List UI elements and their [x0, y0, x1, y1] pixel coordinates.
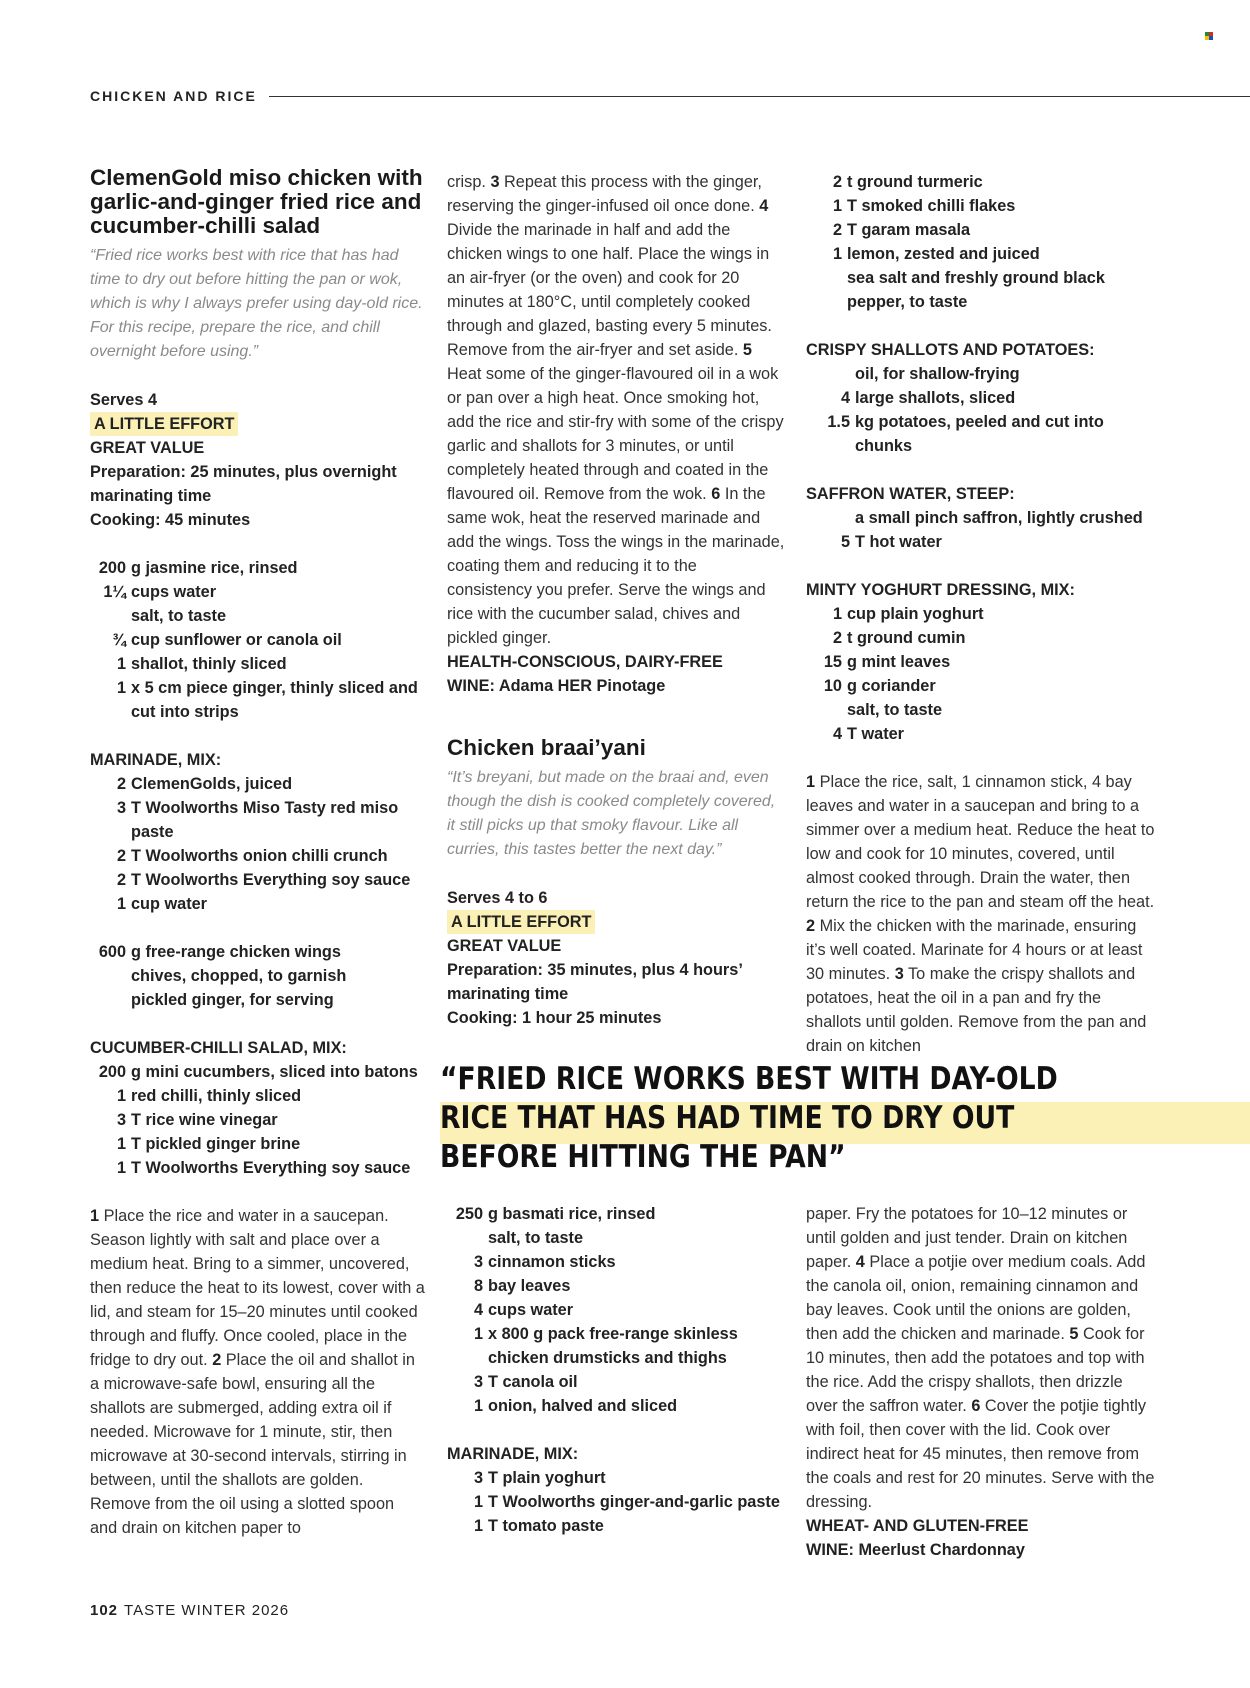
recipe2-marinade-heading: MARINADE, MIX: — [447, 1445, 579, 1463]
recipe1-method-mid — [447, 170, 785, 650]
ingredient-row — [90, 628, 425, 652]
ingredient-text: g free-range chicken wings — [131, 943, 341, 961]
recipe1-method-left — [90, 1204, 425, 1540]
ingredient-row — [447, 1394, 785, 1418]
ingredient-text: T pickled ginger brine — [131, 1135, 301, 1153]
ingredient-quantity: 600 — [98, 943, 126, 961]
recipe2-method-bottom — [806, 1202, 1156, 1514]
step-text: Repeat this process with the ginger, reserving the ginger-infused oil once done. — [447, 173, 762, 215]
step-number: 1 — [806, 773, 816, 791]
ingredient-text: T canola oil — [488, 1373, 578, 1391]
ingredient-row — [447, 1202, 785, 1226]
ingredient-row — [90, 1108, 425, 1132]
ingredient-row — [806, 386, 1156, 410]
ingredient-row — [90, 676, 425, 724]
recipe2-cooking: Cooking: 1 hour 25 minutes — [447, 1009, 662, 1027]
ingredient-row — [90, 652, 425, 676]
ingredient-quantity: 2 — [832, 629, 842, 647]
ingredient-quantity: 200 — [98, 1063, 126, 1081]
ingredient-text: cinnamon sticks — [488, 1253, 616, 1271]
ingredient-text: shallot, thinly sliced — [131, 655, 287, 673]
ingredient-text: g mint leaves — [847, 653, 951, 671]
ingredient-quantity: 2 — [832, 173, 842, 191]
pull-quote-line: “FRIED RICE WORKS BEST WITH DAY-OLD — [440, 1061, 1058, 1097]
ingredient-text: T Woolworths Miso Tasty red miso paste — [131, 799, 399, 841]
ingredient-row — [806, 530, 1156, 554]
ingredient-quantity: 4 — [832, 725, 842, 743]
recipe1-preparation: Preparation: 25 minutes, plus overnight marinating time — [90, 463, 397, 505]
ingredient-row — [90, 556, 425, 580]
ingredient-quantity: 1 — [116, 1087, 126, 1105]
step-number: 2 — [212, 1351, 222, 1369]
ingredient-quantity: 1 — [473, 1397, 483, 1415]
ingredient-text: g coriander — [847, 677, 936, 695]
recipe1-serves: Serves 4 — [90, 391, 157, 409]
ingredient-row — [90, 940, 425, 964]
recipe2-effort-badge: A LITTLE EFFORT — [447, 910, 595, 934]
step-text: Cover the potjie tightly with foil, then cover with the lid. Cook over indirect heat for 45 minutes, then remove from the coals and rest for 20 minutes. Serve with the dressing. — [806, 1397, 1155, 1511]
ingredient-row — [90, 1132, 425, 1156]
ingredient-text: T smoked chilli flakes — [847, 197, 1016, 215]
ingredient-row — [447, 1490, 785, 1514]
ingredient-quantity: 4 — [473, 1301, 483, 1319]
recipe2-ingredients — [447, 1202, 785, 1418]
step-text: Place a potjie over medium coals. Add the canola oil, onion, remaining cinnamon and bay leaves. Cook until the onions are golden, then add the chicken and marinade. — [806, 1253, 1146, 1343]
ingredient-quantity — [806, 698, 847, 722]
ingredient-row — [90, 844, 425, 868]
ingredient-row — [90, 1084, 425, 1108]
step-text: Place the oil and shallot in a microwave-safe bowl, ensuring all the shallots are submerged, adding extra oil if needed. Microwave for 1 minute, stir, then microwave at 30-second intervals, stirring in between, until the shallots are golden. Remove from the oil using a slotted spoon and drain on kitchen paper to — [90, 1351, 415, 1537]
ingredient-quantity: 1 — [473, 1325, 483, 1343]
step-text: Divide the marinade in half and add the chicken wings to one half. Place the wings in an air-fryer (or the oven) and cook for 20 minutes at 180°C, until completely cooked through and glazed, basting every 5 minutes. Remove from the air-fryer and set aside. — [447, 221, 772, 359]
recipe1-wine: WINE: Adama HER Pinotage — [447, 677, 666, 695]
recipe1-cooking: Cooking: 45 minutes — [90, 511, 251, 529]
ingredient-quantity: 3 — [473, 1373, 483, 1391]
recipe1-method-column — [447, 170, 785, 1030]
ingredient-quantity: 1 — [832, 605, 842, 623]
ingredient-row — [806, 626, 1156, 650]
recipe1-chicken — [90, 940, 425, 1012]
ingredient-text: x 800 g pack free-range skinless chicken drumsticks and thighs — [488, 1325, 738, 1367]
corner-color-mark — [1205, 32, 1213, 40]
ingredient-quantity: 1 — [116, 1159, 126, 1177]
ingredient-quantity: 3 — [473, 1469, 483, 1487]
step-text: Cook for 10 minutes, then add the potatoes and top with the rice. Add the crispy shallots, then drizzle over the saffron water. — [806, 1325, 1145, 1415]
ingredient-text: onion, halved and sliced — [488, 1397, 678, 1415]
ingredient-quantity: 1 — [116, 655, 126, 673]
ingredient-text: bay leaves — [488, 1277, 571, 1295]
ingredient-text: chives, chopped, to garnish — [131, 967, 347, 985]
step-text: paper. Fry the potatoes for 10–12 minutes or until golden and just tender. Drain on kitchen paper. — [806, 1205, 1128, 1271]
ingredient-row — [806, 362, 1156, 386]
pull-quote-line: RICE THAT HAS HAD TIME TO DRY OUT — [440, 1100, 1015, 1136]
ingredient-quantity: 2 — [116, 847, 126, 865]
ingredient-text: g jasmine rice, rinsed — [131, 559, 298, 577]
ingredient-row — [90, 604, 425, 628]
step-number: 4 — [855, 1253, 865, 1271]
recipe1-marinade-heading: MARINADE, MIX: — [90, 751, 222, 769]
ingredient-quantity: 15 — [823, 653, 842, 671]
step-number: 3 — [490, 173, 500, 191]
recipe1-column — [90, 166, 425, 1540]
ingredient-row — [806, 650, 1156, 674]
ingredient-quantity: 1 — [116, 1135, 126, 1153]
ingredient-row — [447, 1250, 785, 1274]
ingredient-text: t ground turmeric — [847, 173, 983, 191]
ingredient-row — [90, 1060, 425, 1084]
ingredient-quantity: 2 — [116, 871, 126, 889]
ingredient-text: salt, to taste — [131, 607, 227, 625]
ingredient-quantity — [806, 506, 855, 530]
recipe2-dietary: WHEAT- AND GLUTEN-FREE — [806, 1517, 1029, 1535]
ingredient-row — [90, 892, 425, 916]
recipe2-shallots-heading: CRISPY SHALLOTS AND POTATOES: — [806, 341, 1095, 359]
ingredient-quantity — [90, 604, 131, 628]
ingredient-quantity: 3 — [473, 1253, 483, 1271]
ingredient-text: T Woolworths ginger-and-garlic paste — [488, 1493, 780, 1511]
ingredient-row — [90, 988, 425, 1012]
ingredient-text: oil, for shallow-frying — [855, 365, 1020, 383]
ingredient-text: g mini cucumbers, sliced into batons — [131, 1063, 418, 1081]
ingredient-text: kg potatoes, peeled and cut into chunks — [855, 413, 1104, 455]
publication-name: TASTE WINTER 2026 — [124, 1602, 290, 1619]
ingredient-text: salt, to taste — [488, 1229, 584, 1247]
pull-quote-line: BEFORE HITTING THE PAN” — [440, 1139, 846, 1175]
ingredient-quantity: 2 — [116, 775, 126, 793]
recipe1-title: ClemenGold miso chicken with garlic-and-ginger fried rice and cucumber-chilli salad — [90, 165, 423, 238]
ingredient-quantity — [806, 266, 847, 314]
ingredient-text: x 5 cm piece ginger, thinly sliced and cut into strips — [131, 679, 418, 721]
ingredient-quantity: 1 — [832, 197, 842, 215]
ingredient-text: T Woolworths onion chilli crunch — [131, 847, 388, 865]
ingredient-text: T tomato paste — [488, 1517, 604, 1535]
ingredient-row — [447, 1298, 785, 1322]
ingredient-row — [90, 796, 425, 844]
ingredient-row — [90, 868, 425, 892]
recipe2-saffron-heading: SAFFRON WATER, STEEP: — [806, 485, 1015, 503]
recipe2-serves: Serves 4 to 6 — [447, 889, 548, 907]
ingredient-text: cup water — [131, 895, 208, 913]
step-number: 3 — [894, 965, 904, 983]
ingredient-row — [447, 1466, 785, 1490]
ingredient-text: T garam masala — [847, 221, 971, 239]
ingredient-text: T Woolworths Everything soy sauce — [131, 871, 411, 889]
ingredient-quantity — [90, 988, 131, 1012]
ingredient-text: large shallots, sliced — [855, 389, 1016, 407]
recipe2-title: Chicken braai’yani — [447, 735, 646, 760]
ingredient-quantity: 1 — [473, 1493, 483, 1511]
ingredient-row — [447, 1514, 785, 1538]
ingredient-row — [90, 580, 425, 604]
step-number: 5 — [1069, 1325, 1079, 1343]
ingredient-text: T Woolworths Everything soy sauce — [131, 1159, 411, 1177]
page-footer — [90, 1602, 289, 1619]
page-number: 102 — [90, 1602, 119, 1619]
ingredient-quantity: ¾ — [112, 631, 126, 649]
recipe1-marinade — [90, 772, 425, 916]
ingredient-text: cup plain yoghurt — [847, 605, 984, 623]
ingredient-row — [806, 506, 1156, 530]
ingredient-quantity: 2 — [832, 221, 842, 239]
ingredient-row — [806, 722, 1156, 746]
ingredient-row — [806, 194, 1156, 218]
recipe1-effort-badge: A LITTLE EFFORT — [90, 412, 238, 436]
ingredient-row — [447, 1322, 785, 1370]
ingredient-quantity: 10 — [823, 677, 842, 695]
ingredient-row — [447, 1370, 785, 1394]
ingredient-quantity: 250 — [455, 1205, 483, 1223]
ingredient-row — [806, 266, 1156, 314]
ingredient-row — [90, 1156, 425, 1180]
ingredient-row — [806, 698, 1156, 722]
ingredient-text: sea salt and freshly ground black pepper, to taste — [847, 269, 1105, 311]
ingredient-text: T hot water — [855, 533, 942, 551]
ingredient-quantity — [90, 964, 131, 988]
recipe2-marinade — [447, 1466, 785, 1538]
step-number: 2 — [806, 917, 816, 935]
ingredient-quantity: 1¼ — [103, 583, 126, 601]
ingredient-text: ClemenGolds, juiced — [131, 775, 293, 793]
ingredient-quantity: 1.5 — [827, 413, 850, 431]
section-header-rule — [269, 96, 1250, 97]
ingredient-row — [806, 170, 1156, 194]
ingredient-text: lemon, zested and juiced — [847, 245, 1040, 263]
ingredient-text: cup sunflower or canola oil — [131, 631, 342, 649]
ingredient-quantity: 1 — [116, 679, 126, 697]
ingredient-quantity: 8 — [473, 1277, 483, 1295]
ingredient-row — [90, 772, 425, 796]
section-header-label: CHICKEN AND RICE — [90, 88, 257, 104]
ingredient-quantity — [806, 362, 855, 386]
ingredient-row — [806, 674, 1156, 698]
ingredient-quantity: 3 — [116, 1111, 126, 1129]
recipe1-salad — [90, 1060, 425, 1180]
step-text: Heat some of the ginger-flavoured oil in a wok or pan over a high heat. Once smoking hot, add the rice and stir-fry with some of the crispy garlic and shallots for 3 minutes, or until completely heated through and coated in the flavoured oil. Remove from the wok. — [447, 365, 784, 503]
ingredient-quantity: 1 — [116, 895, 126, 913]
recipe2-dressing — [806, 602, 1156, 746]
ingredient-quantity: 4 — [840, 389, 850, 407]
step-number: 1 — [90, 1207, 100, 1225]
recipe2-saffron — [806, 506, 1156, 554]
ingredient-quantity: 1 — [473, 1517, 483, 1535]
recipe1-ingredients — [90, 556, 425, 724]
step-text: Mix the chicken with the marinade, ensuring it’s well coated. Marinate for 4 hours or at least 30 minutes. — [806, 917, 1143, 983]
recipe2-preparation: Preparation: 35 minutes, plus 4 hours’ marinating time — [447, 961, 742, 1003]
ingredient-row — [806, 242, 1156, 266]
ingredient-text: pickled ginger, for serving — [131, 991, 334, 1009]
step-text: In the same wok, heat the reserved marinade and add the wings. Toss the wings in the marinade, coating them and reducing it to the consistency you prefer. Serve the wings and rice with the cucumber salad, chives and pickled ginger. — [447, 485, 785, 647]
recipe2-value: GREAT VALUE — [447, 937, 562, 955]
recipe2-method-top — [806, 770, 1156, 1058]
ingredient-text: cups water — [488, 1301, 574, 1319]
recipe2-right-column — [806, 170, 1156, 1058]
ingredient-quantity: 3 — [116, 799, 126, 817]
ingredient-text: salt, to taste — [847, 701, 943, 719]
ingredient-text: T rice wine vinegar — [131, 1111, 278, 1129]
step-text: crisp. — [447, 173, 491, 191]
step-text: To make the crispy shallots and potatoes, heat the oil in a pan and fry the shallots until golden. Remove from the pan and drain on kitchen — [806, 965, 1147, 1055]
recipe2-shallots — [806, 362, 1156, 458]
step-number: 4 — [759, 197, 769, 215]
recipe2-method-column — [806, 1202, 1156, 1562]
recipe2-intro: “It’s breyani, but made on the braai and, even though the dish is cooked completely covered, it still picks up that smoky flavour. Like all curries, this tastes better the next day.” — [447, 769, 776, 858]
recipe1-value: GREAT VALUE — [90, 439, 205, 457]
ingredient-quantity: 5 — [840, 533, 850, 551]
ingredient-quantity: 200 — [98, 559, 126, 577]
ingredient-text: a small pinch saffron, lightly crushed — [855, 509, 1143, 527]
step-number: 6 — [971, 1397, 981, 1415]
ingredient-row — [447, 1274, 785, 1298]
recipe1-intro: “Fried rice works best with rice that has had time to dry out before hitting the pan or wok, which is why I always prefer using day-old rice. For this recipe, prepare the rice, and chill overnight before using.” — [90, 247, 423, 360]
ingredient-row — [90, 964, 425, 988]
recipe2-marinade-cont — [806, 170, 1156, 314]
step-number: 6 — [711, 485, 721, 503]
ingredient-quantity: 1 — [832, 245, 842, 263]
ingredient-text: T plain yoghurt — [488, 1469, 606, 1487]
recipe1-salad-heading: CUCUMBER-CHILLI SALAD, MIX: — [90, 1039, 347, 1057]
pull-quote — [440, 1060, 1250, 1180]
ingredient-text: cups water — [131, 583, 217, 601]
ingredient-quantity — [447, 1226, 488, 1250]
ingredient-text: red chilli, thinly sliced — [131, 1087, 302, 1105]
ingredient-row — [806, 218, 1156, 242]
ingredient-text: g basmati rice, rinsed — [488, 1205, 656, 1223]
ingredient-row — [806, 410, 1156, 458]
step-text: Place the rice, salt, 1 cinnamon stick, 4 bay leaves and water in a saucepan and bring to a simmer over a medium heat. Reduce the heat to low and cook for 10 minutes, covered, until almost cooked through. Drain the water, then return the rice to the pan and steam off the heat. — [806, 773, 1155, 911]
step-number: 5 — [742, 341, 752, 359]
step-text: Place the rice and water in a saucepan. Season lightly with salt and place over a medium heat. Bring to a simmer, uncovered, then reduce the heat to its lowest, cover with a lid, and steam for 15–20 minutes until cooked through and fluffy. Once cooled, place in the fridge to dry out. — [90, 1207, 425, 1369]
ingredient-row — [447, 1226, 785, 1250]
ingredient-row — [806, 602, 1156, 626]
recipe1-dietary: HEALTH-CONSCIOUS, DAIRY-FREE — [447, 653, 723, 671]
recipe2-wine: WINE: Meerlust Chardonnay — [806, 1541, 1025, 1559]
ingredient-text: T water — [847, 725, 905, 743]
ingredient-text: t ground cumin — [847, 629, 966, 647]
recipe2-ingredients-column — [447, 1202, 785, 1538]
recipe2-dressing-heading: MINTY YOGHURT DRESSING, MIX: — [806, 581, 1075, 599]
section-header — [90, 84, 1250, 108]
